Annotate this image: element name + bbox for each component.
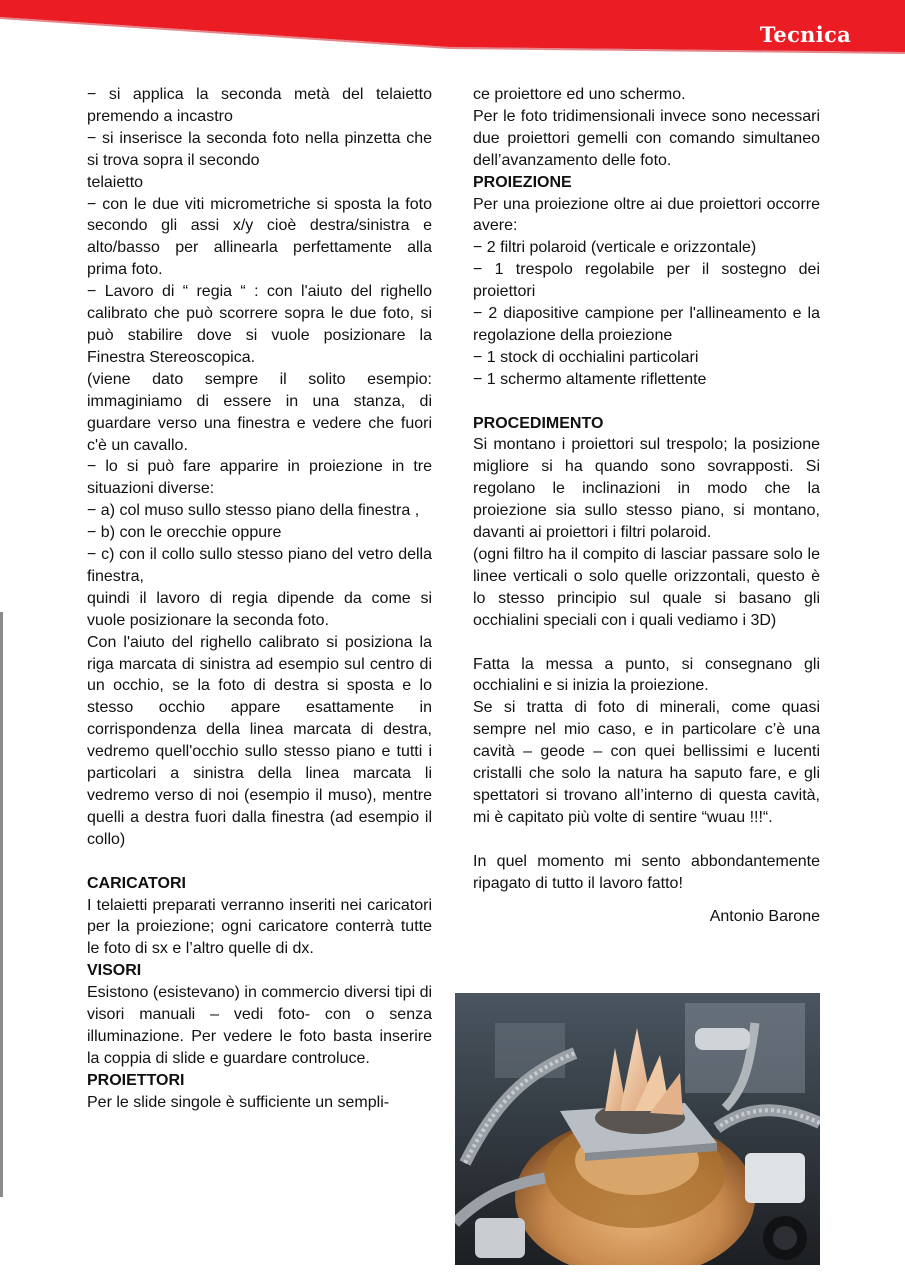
heading-caricatori: CARICATORI	[87, 874, 186, 892]
paragraph: quindi il lavoro di regia dipende da come si vuole posizionare la seconda foto.	[87, 589, 432, 629]
paragraph: Si montano i proiettori sul trespolo; la posizione migliore si ha quando sono sovrapposti. Si regolano le inclinazioni in modo che la proiezione sia sullo stesso piano, si montano, davanti ai proiettori i filtri polaroid.	[473, 436, 820, 542]
paragraph: − Lavoro di “ regia “ : con l'aiuto del righello calibrato che può scorrere sopra le due foto, si può stabilire dove si vuole posizionare la Finestra Stereoscopica.	[87, 283, 432, 366]
paragraph: Se si tratta di foto di minerali, come quasi sempre nel mio caso, e in particolare c’è una cavità – geode – con quei bellissimi e lucenti cristalli che solo la natura ha saputo fare, e gli spettatori si trovano all’interno di questa cavità, mi è capitato più volte di sentire “wuau !!!“.	[473, 699, 820, 826]
paragraph: (viene dato sempre il solito esempio: immaginiamo di essere in una stanza, di guardare verso una finestra e vedere che fuori c'è un cavallo.	[87, 370, 432, 454]
list-item: − 2 filtri polaroid (verticale e orizzontale)	[473, 239, 757, 257]
paragraph: Per le slide singole è sufficiente un sempli-	[87, 1093, 390, 1111]
paragraph: Per le foto tridimensionali invece sono necessari due proiettori gemelli con comando simultaneo dell’avanzamento delle foto.	[473, 107, 820, 169]
spacer	[87, 851, 432, 873]
paragraph: Fatta la messa a punto, si consegnano gli occhialini e si inizia la proiezione.	[473, 655, 820, 695]
mineral-photo	[455, 993, 820, 1265]
photo-illustration	[455, 993, 820, 1265]
left-column	[87, 84, 432, 1114]
paragraph: I telaietti preparati verranno inseriti nei caricatori per la proiezione; ogni caricatore conterrà tutte le foto di sx e l’altro quelle di dx.	[87, 896, 432, 958]
section-label: Tecnica	[759, 22, 851, 47]
paragraph: − b) con le orecchie oppure	[87, 524, 282, 542]
list-item: − 1 stock di occhialini particolari	[473, 348, 699, 366]
paragraph: ce proiettore ed uno schermo.	[473, 86, 686, 103]
list-item: − 1 trespolo regolabile per il sostegno dei proiettori	[473, 261, 820, 301]
heading-visori: VISORI	[87, 962, 142, 980]
paragraph: − si applica la seconda metà del telaietto premendo a incastro	[87, 86, 432, 125]
heading-proiettori: PROIETTORI	[87, 1071, 185, 1089]
paragraph: − si inserisce la seconda foto nella pinzetta che si trova sopra il secondo	[87, 129, 432, 169]
list-item: − 2 diapositive campione per l'allineamento e la regolazione della proiezione	[473, 305, 820, 344]
heading-procedimento: PROCEDIMENTO	[473, 414, 604, 432]
right-column	[473, 84, 820, 928]
paragraph: Con l'aiuto del righello calibrato si posiziona la riga marcata di sinistra ad esempio sul centro di un occhio, se la foto di destra si sposta e lo stesso occhio appare esattamente in corrispondenza della linea marcata di destra, vedremo quell'occhio sullo stesso piano e tutti i particolari a sinistra della linea marcata li vedremo verso di noi (esempio il muso), mentre quelli a destra fuori dalla finestra (ad esempio il collo)	[87, 633, 432, 848]
paragraph: − lo si può fare apparire in proiezione in tre situazioni diverse:	[87, 458, 432, 498]
spacer	[473, 391, 820, 413]
paragraph: − a) col muso sullo stesso piano della finestra ,	[87, 502, 420, 520]
spacer	[473, 829, 820, 851]
paragraph: − c) con il collo sullo stesso piano del vetro della finestra,	[87, 546, 432, 585]
paragraph: Esistono (esistevano) in commercio diversi tipi di visori manuali – vedi foto- con o senza illuminazione. Per vedere le foto basta inserire la coppia di slide e guardare controluce.	[87, 984, 433, 1067]
spacer	[473, 894, 820, 906]
header-banner	[0, 0, 905, 80]
left-margin-rule	[0, 612, 3, 1197]
list-item: Per una proiezione oltre ai due proiettori occorre avere:	[473, 195, 820, 235]
list-item: − 1 schermo altamente riflettente	[473, 370, 707, 388]
paragraph: (ogni filtro ha il compito di lasciar passare solo le linee verticali o solo quelle orizzontali, questo è lo stesso principio sul quale si basano gli occhialini speciali con i quali vediamo i 3D)	[473, 546, 820, 629]
paragraph: − con le due viti micrometriche si sposta la foto secondo gli assi x/y cioè destra/sinistra e alto/basso per allinearla perfettamente alla prima foto.	[87, 195, 432, 279]
heading-proiezione: PROIEZIONE	[473, 173, 572, 191]
paragraph: In quel momento mi sento abbondantemente ripagato di tutto il lavoro fatto!	[473, 852, 820, 892]
paragraph: telaietto	[87, 173, 144, 191]
spacer	[473, 632, 820, 654]
author-signature: Antonio Barone	[709, 908, 820, 926]
